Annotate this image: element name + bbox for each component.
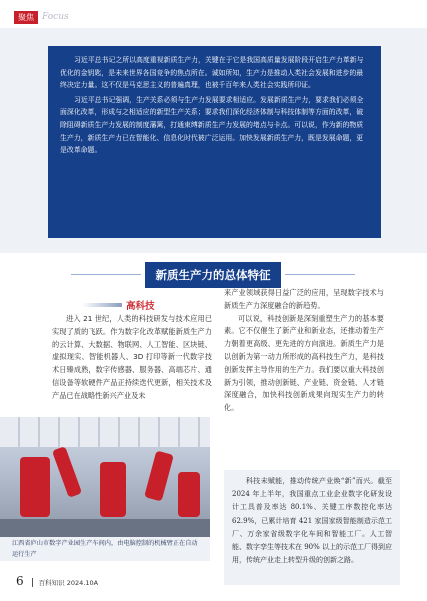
- left-paragraph: 进入 21 世纪，人类的科技研发与技术应用已实现了质的飞跃。作为数字化改革赋能新质生产力的云计算、大数据、物联网、人工智能、区块链、虚拟现实、智能机器人、3D 打印等新一代数字技术日臻成熟，数字传感器、服务器、高端芯片、通信设备等软硬件产品正持续迭代更新，相关技术及产品已在战略性新兴产业及未: [52, 314, 212, 400]
- section-tag: 聚焦: [14, 11, 38, 24]
- note-text: 科技未赋能，推动传统产业焕“新”而兴。截至 2024 年上半年，我国重点工业企业数字化研发设计工具普及率达 80.1%、关键工序数控化率达 62.9%，已累计培育 421 家国家级智能制造示范工厂、万余家省级数字化车间和智能工厂。人工智能、数字孪生等技术在 90% 以上的示范工厂得到应用，传统产业走上转型升级的创新之路。: [232, 477, 393, 565]
- right-paragraph: 可以说，科技创新是深刻重塑生产力的基本要素。它不仅催生了新产业和新业态，还推动着生产力朝着更高级、更先进的方向演进。新质生产力是以创新为第一动力所形成的高科技生产力，是科技创新发挥主导作用的生产力。我们要以重大科技创新为引领，推动创新链、产业链、资金链、人才链深度融合，加快科技创新成果向现实生产力的转化。: [224, 313, 384, 413]
- subheading-bar: [82, 303, 122, 307]
- robot-arm-4: [144, 450, 174, 501]
- photo-caption: 江西省庐山市数字产业园生产车间内，由电脑控制的机械臂正在自动运行生产: [0, 537, 210, 561]
- section-title: 新质生产力的总体特征: [145, 262, 281, 288]
- subheading-text: 高科技: [126, 301, 155, 312]
- page-number: 6: [16, 574, 24, 588]
- page-footer: [16, 574, 98, 588]
- section-tag-en: Focus: [42, 12, 69, 22]
- left-column: [52, 313, 212, 403]
- section-header: [14, 10, 69, 24]
- robot-arm-1: [20, 457, 50, 517]
- right-paragraph-continued: 来产业领域获得日益广泛的应用，呈现数字技术与新质生产力深度融合的新趋势。: [224, 288, 384, 310]
- photo-ceiling: [0, 417, 210, 447]
- magazine-issue: 百科知识 2024.10A: [32, 578, 98, 587]
- right-column: [224, 287, 384, 415]
- robot-arm-3: [100, 462, 126, 517]
- note-box: [224, 470, 400, 585]
- quote-paragraph-2: 习近平总书记强调，生产关系必须与生产力发展要求相适应。发展新质生产力，要求我们必须全面深化改革，形成与之相适应的新型生产关系；要求我们深化经济体制与科技体制等方面的改革，破除阻碍新质生产力发展的制度藩篱，打通束缚新质生产力发展的堵点与卡点。可以说，作为新的物质生产力，新质生产力已在智能化、信息化时代被广泛运用。加快发展新质生产力，既是发展命题，更是改革命题。: [60, 95, 364, 155]
- intro-quote-box: [48, 46, 381, 238]
- robot-arm-2: [52, 446, 82, 498]
- robot-arm-5: [178, 472, 200, 517]
- subheading: [82, 298, 155, 312]
- quote-paragraph-1: 习近平总书记之所以高度重视新质生产力，关键在于它是我国高质量发展阶段开启生产力革新与优化的金钥匙，是未来世界各国竞争的焦点所在。诚如所知，生产力是推动人类社会发展和进步的最终决定力量。这不仅是马克思主义的普遍真理，也被千百年来人类社会实践所印证。: [60, 56, 364, 90]
- factory-photo: [0, 417, 210, 537]
- photo-floor: [0, 519, 210, 537]
